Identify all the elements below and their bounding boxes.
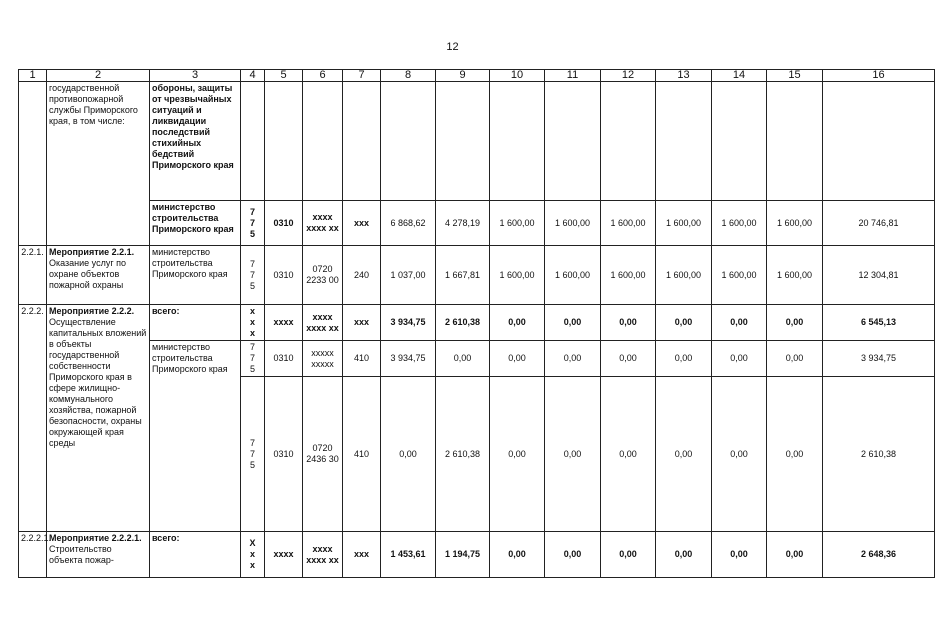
cell-grbs: 775 [241, 341, 265, 377]
cell-vr: ххх [343, 201, 381, 246]
activity-title: Мероприятие 2.2.1. [49, 247, 135, 257]
cell-value: 6 868,62 [381, 201, 436, 246]
cell-value: 0,00 [490, 377, 545, 532]
cell-empty [241, 82, 265, 201]
cell-target: 0720 2233 00 [303, 246, 343, 305]
header-cell: 14 [712, 70, 767, 82]
cell-vr: ххх [343, 532, 381, 578]
cell-section: 0310 [265, 246, 303, 305]
cell-section: 0310 [265, 341, 303, 377]
page-number: 12 [446, 41, 459, 53]
cell-value: 1 600,00 [601, 246, 656, 305]
cell-value: 0,00 [712, 305, 767, 341]
cell-empty [490, 82, 545, 201]
header-cell: 1 [19, 70, 47, 82]
cell-value: 0,00 [545, 305, 601, 341]
cell-value: 1 600,00 [490, 201, 545, 246]
cell-value: 1 600,00 [767, 201, 823, 246]
cell-value: 0,00 [601, 532, 656, 578]
cell-empty [656, 82, 712, 201]
cell-target: хххх хххх хх [303, 305, 343, 341]
cell-value: 1 600,00 [767, 246, 823, 305]
cell-value: 0,00 [490, 532, 545, 578]
header-cell: 3 [150, 70, 241, 82]
table-row [19, 82, 935, 201]
cell-target: ххххх ххххх [303, 341, 343, 377]
activity-text: Строительство объекта пожар- [49, 544, 114, 565]
table-row [19, 341, 935, 377]
cell-value: 0,00 [656, 377, 712, 532]
cell-value: 0,00 [601, 305, 656, 341]
header-cell: 7 [343, 70, 381, 82]
cell-section: 0310 [265, 201, 303, 246]
cell-empty [303, 82, 343, 201]
cell-executor: всего: [150, 532, 241, 578]
header-cell: 2 [47, 70, 150, 82]
header-row [19, 70, 935, 82]
cell-total: 3 934,75 [823, 341, 935, 377]
budget-table [18, 69, 935, 578]
cell-value: 0,00 [712, 377, 767, 532]
cell-value: 0,00 [601, 377, 656, 532]
cell-value: 1 453,61 [381, 532, 436, 578]
header-cell: 8 [381, 70, 436, 82]
cell-description: государственной противопожарной службы Приморского края, в том числе: [47, 82, 150, 246]
cell-total: 12 304,81 [823, 246, 935, 305]
cell-value: 1 600,00 [545, 246, 601, 305]
cell-value: 1 037,00 [381, 246, 436, 305]
cell-value: 0,00 [767, 532, 823, 578]
cell-total: 6 545,13 [823, 305, 935, 341]
cell-value: 0,00 [767, 341, 823, 377]
cell-value: 0,00 [767, 305, 823, 341]
cell-empty [436, 82, 490, 201]
cell-value: 1 600,00 [656, 246, 712, 305]
cell-executor: обороны, защиты от чрезвычайных ситуаций и ликвидации последствий стихийных бедствий Приморского края [150, 82, 241, 201]
cell-vr: 410 [343, 377, 381, 532]
cell-grbs: ххх [241, 305, 265, 341]
activity-title: Мероприятие 2.2.2.1. [49, 533, 142, 543]
cell-empty [265, 82, 303, 201]
header-cell: 16 [823, 70, 935, 82]
header-cell: 4 [241, 70, 265, 82]
cell-empty [601, 82, 656, 201]
cell-target: хххх хххх хх [303, 532, 343, 578]
cell-value: 0,00 [767, 377, 823, 532]
cell-total: 2 610,38 [823, 377, 935, 532]
cell-empty [381, 82, 436, 201]
cell-target: 0720 2436 30 [303, 377, 343, 532]
cell-section: хххх [265, 532, 303, 578]
header-cell: 10 [490, 70, 545, 82]
cell-value: 2 610,38 [436, 377, 490, 532]
cell-description [47, 246, 150, 305]
activity-title: Мероприятие 2.2.2. [49, 306, 135, 316]
cell-value: 1 600,00 [712, 201, 767, 246]
cell-value: 4 278,19 [436, 201, 490, 246]
cell-executor: министерство строительства Приморского края [150, 341, 241, 532]
cell-executor: министерство строительства Приморского края [150, 246, 241, 305]
cell-empty [712, 82, 767, 201]
cell-empty [767, 82, 823, 201]
cell-value: 0,00 [656, 532, 712, 578]
cell-empty [343, 82, 381, 201]
cell-value: 0,00 [545, 341, 601, 377]
cell-value: 0,00 [436, 341, 490, 377]
cell-grbs: 775 [241, 246, 265, 305]
cell-value: 1 600,00 [656, 201, 712, 246]
cell-target: хххх хххх хх [303, 201, 343, 246]
header-cell: 5 [265, 70, 303, 82]
table-row [19, 246, 935, 305]
cell-value: 0,00 [490, 341, 545, 377]
cell-value: 0,00 [656, 305, 712, 341]
cell-total: 20 746,81 [823, 201, 935, 246]
cell-number: 2.2.2.1. [19, 532, 47, 578]
cell-number [19, 82, 47, 246]
cell-value: 1 600,00 [601, 201, 656, 246]
header-cell: 6 [303, 70, 343, 82]
header-cell: 12 [601, 70, 656, 82]
cell-vr: 410 [343, 341, 381, 377]
table-row [19, 305, 935, 341]
activity-text: Оказание услуг по охране объектов пожарной охраны [49, 258, 126, 290]
cell-value: 2 610,38 [436, 305, 490, 341]
cell-value: 1 600,00 [545, 201, 601, 246]
cell-empty [823, 82, 935, 201]
activity-text: Осуществление капитальных вложений в объекты государственной собственности Приморского края в сфере жилищно-коммунального хозяйства, пожарной безопасности, охраны окружающей края среды [49, 317, 147, 448]
cell-grbs: 775 [241, 377, 265, 532]
cell-description [47, 532, 150, 578]
cell-grbs: Ххх [241, 532, 265, 578]
header-cell: 11 [545, 70, 601, 82]
cell-section: 0310 [265, 377, 303, 532]
cell-executor: всего: [150, 305, 241, 341]
cell-value: 0,00 [656, 341, 712, 377]
table-row [19, 201, 935, 246]
table-row [19, 532, 935, 578]
cell-value: 1 600,00 [712, 246, 767, 305]
cell-vr: 240 [343, 246, 381, 305]
header-cell: 9 [436, 70, 490, 82]
cell-value: 0,00 [545, 532, 601, 578]
cell-number: 2.2.1. [19, 246, 47, 305]
cell-empty [545, 82, 601, 201]
header-cell: 15 [767, 70, 823, 82]
cell-value: 0,00 [712, 341, 767, 377]
cell-value: 0,00 [381, 377, 436, 532]
cell-value: 0,00 [601, 341, 656, 377]
cell-grbs: 775 [241, 201, 265, 246]
cell-value: 0,00 [545, 377, 601, 532]
cell-value: 3 934,75 [381, 305, 436, 341]
cell-number: 2.2.2. [19, 305, 47, 532]
cell-total: 2 648,36 [823, 532, 935, 578]
cell-executor: министерство строительства Приморского края [150, 201, 241, 246]
header-cell: 13 [656, 70, 712, 82]
cell-value: 1 667,81 [436, 246, 490, 305]
cell-value: 0,00 [490, 305, 545, 341]
cell-value: 1 194,75 [436, 532, 490, 578]
cell-value: 3 934,75 [381, 341, 436, 377]
cell-vr: ххх [343, 305, 381, 341]
cell-section: хххх [265, 305, 303, 341]
cell-value: 0,00 [712, 532, 767, 578]
cell-value: 1 600,00 [490, 246, 545, 305]
cell-description [47, 305, 150, 532]
